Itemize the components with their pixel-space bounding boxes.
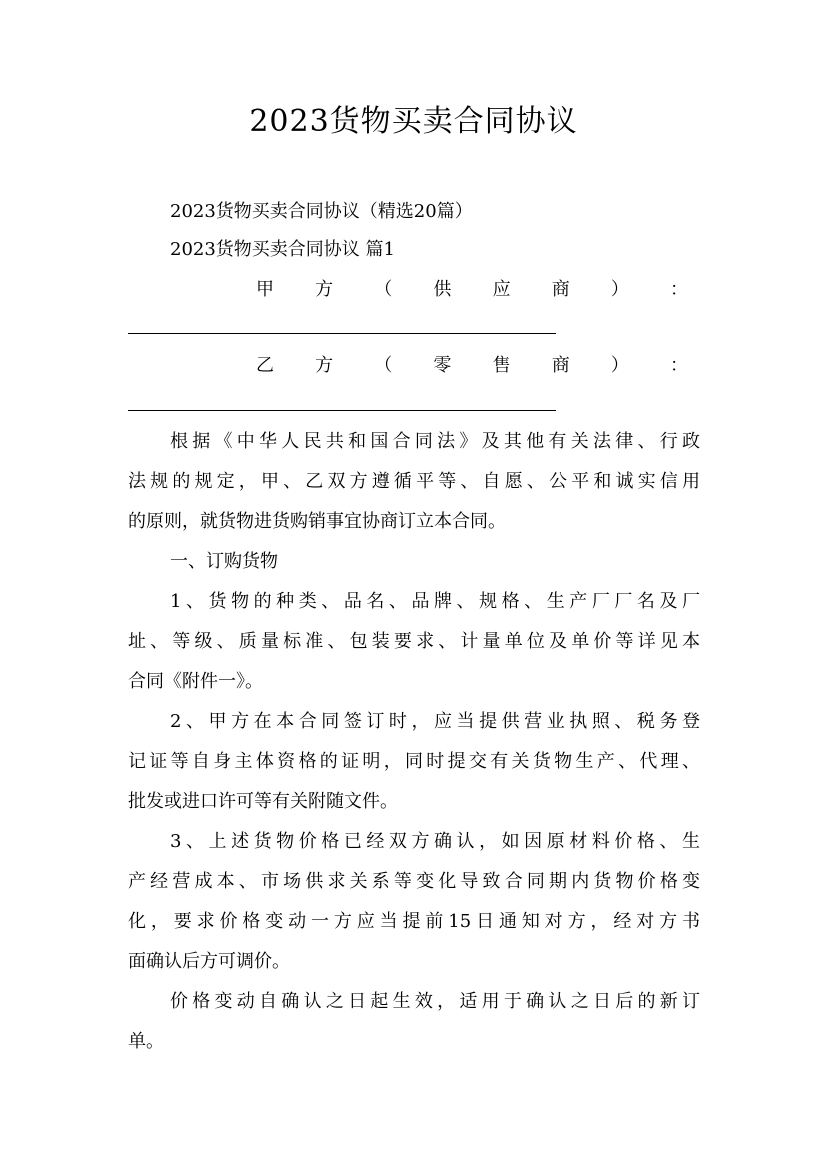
party-a-char: 商 [551, 279, 570, 300]
body-line: 单。 [128, 1031, 164, 1052]
party-b-char: 零 [433, 355, 452, 376]
body-line: 面确认后方可调价。 [128, 951, 290, 972]
party-a-char: 供 [433, 279, 452, 300]
party-b-char: 乙 [256, 355, 274, 376]
body-line: 化，要求价格变动一方应当提前15日通知对方，经对方书 [128, 911, 700, 932]
section-heading-order: 一、订购货物 [170, 551, 278, 572]
party-b-blank-line [128, 410, 556, 411]
body-line: 法规的规定，甲、乙双方遵循平等、自愿、公平和诚实信用 [128, 471, 700, 492]
subtitle: 2023货物买卖合同协议（精选20篇） [170, 201, 473, 222]
body-line: 价格变动自确认之日起生效，适用于确认之日后的新订 [170, 991, 700, 1012]
body-line: 址、等级、质量标准、包装要求、计量单位及单价等详见本 [128, 631, 700, 652]
body-line: 根据《中华人民共和国合同法》及其他有关法律、行政 [170, 431, 700, 452]
party-b-char: 商 [551, 355, 570, 376]
party-a-char: ： [669, 279, 688, 300]
party-a-char: ） [610, 279, 629, 300]
document-title: 2023货物买卖合同协议 [249, 104, 578, 139]
party-a-char: （ [374, 279, 393, 300]
party-a-char: 甲 [256, 279, 274, 300]
party-b-char: 方 [315, 355, 334, 376]
section-heading: 2023货物买卖合同协议 篇1 [170, 239, 395, 260]
body-line: 3、上述货物价格已经双方确认，如因原材料价格、生 [170, 831, 700, 852]
body-line: 记证等自身主体资格的证明，同时提交有关货物生产、代理、 [128, 751, 700, 772]
body-line: 批发或进口许可等有关附随文件。 [128, 791, 398, 812]
party-a-blank-line [128, 333, 556, 334]
party-b-char: ： [669, 355, 688, 376]
body-line: 2、甲方在本合同签订时，应当提供营业执照、税务登 [170, 711, 700, 732]
body-line: 合同《附件一》。 [128, 671, 263, 692]
party-b-char: 售 [492, 355, 511, 376]
body-line: 的原则，就货物进货购销事宜协商订立本合同。 [128, 511, 506, 532]
party-a-char: 应 [492, 279, 511, 300]
body-line: 1、货物的种类、品名、品牌、规格、生产厂厂名及厂 [170, 591, 700, 612]
party-b-char: （ [374, 355, 393, 376]
party-a-char: 方 [315, 279, 334, 300]
party-b-char: ） [610, 355, 629, 376]
body-line: 产经营成本、市场供求关系等变化导致合同期内货物价格变 [128, 871, 700, 892]
party-b-label [256, 353, 688, 379]
party-a-label [256, 277, 688, 303]
